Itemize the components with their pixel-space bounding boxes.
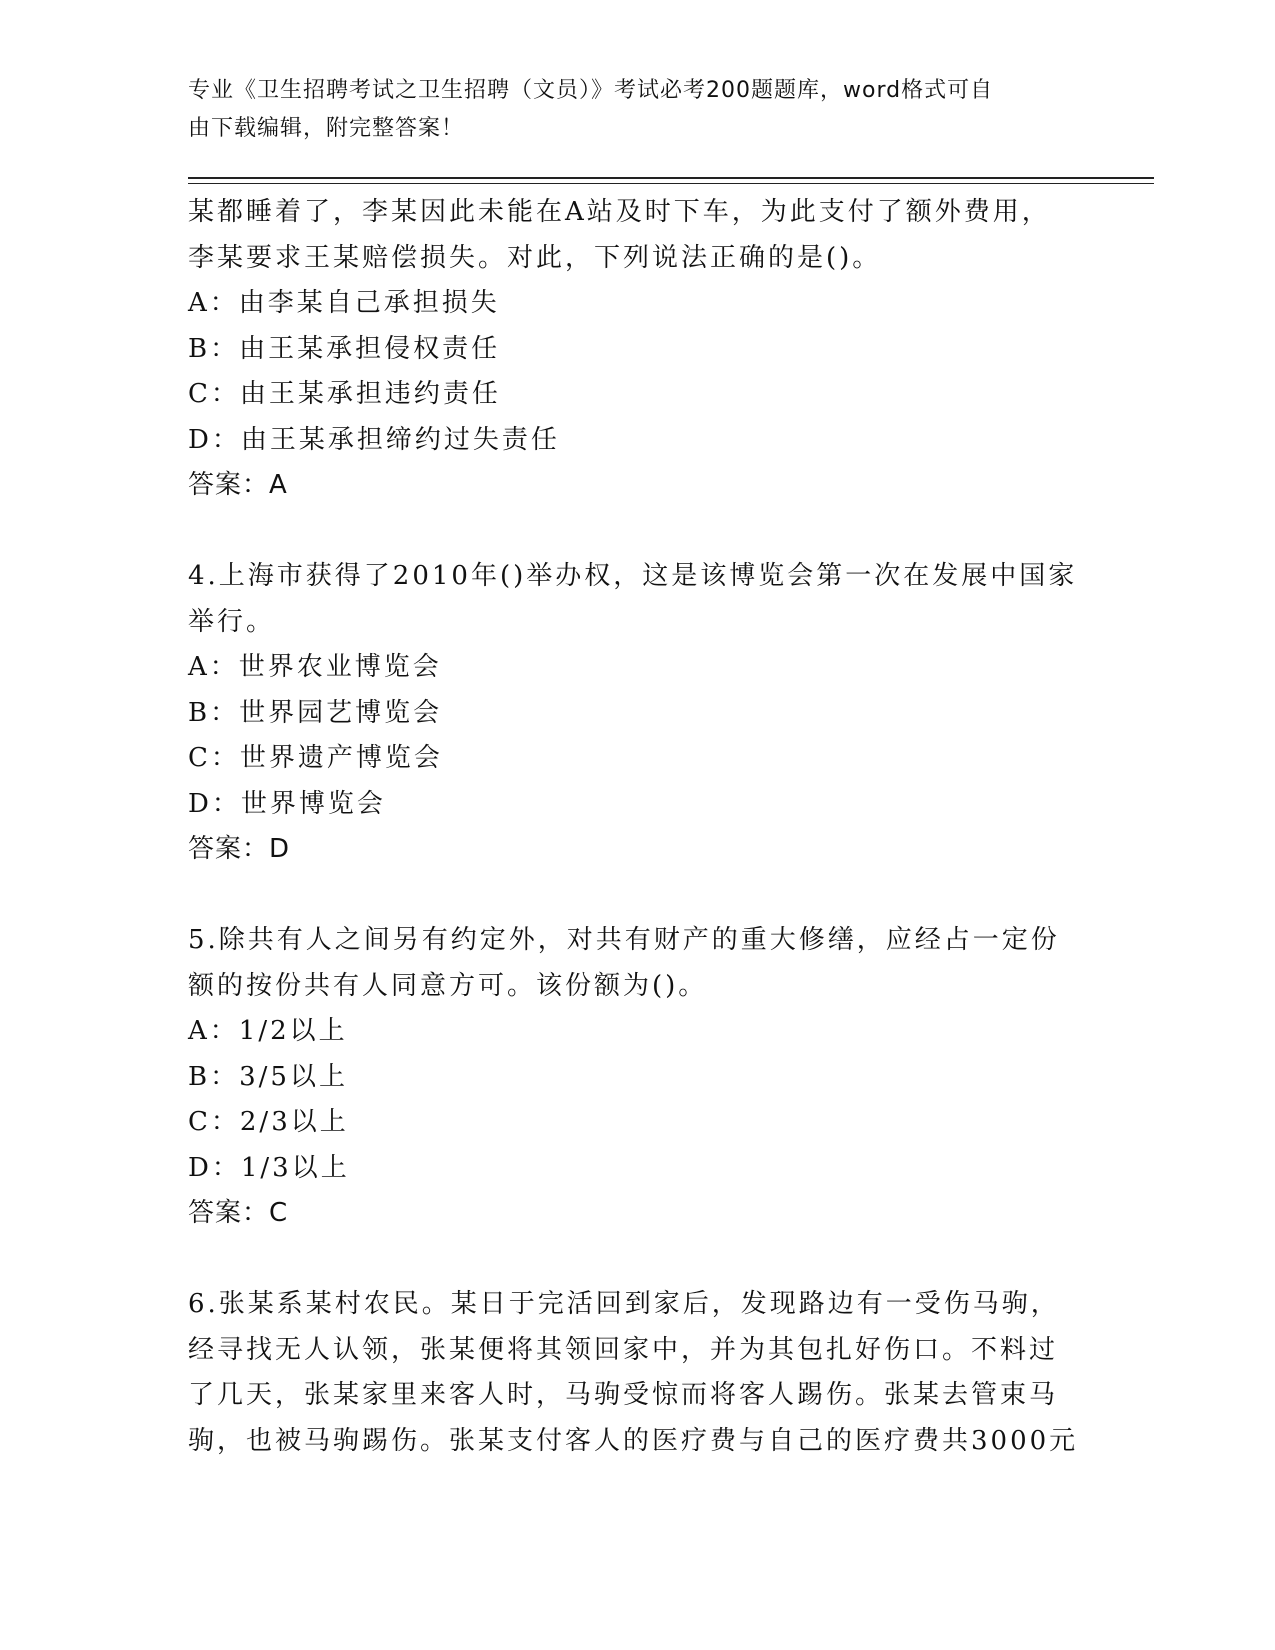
question-6	[188, 1282, 1088, 1464]
question-text-line: 6.张某系某村农民。某日于完活回到家后，发现路边有一受伤马驹，	[188, 1289, 1060, 1319]
option-c: C：世界遗产博览会	[188, 743, 443, 773]
question-text-line: 经寻找无人认领，张某便将其领回家中，并为其包扎好伤口。不料过	[188, 1334, 1059, 1365]
question-text-line: 5.除共有人之间另有约定外，对共有财产的重大修缮，应经占一定份	[188, 925, 1060, 955]
question-5	[188, 918, 1088, 1237]
option-d: D：1/3以上	[188, 1152, 350, 1183]
question-text-line: 举行。	[188, 606, 276, 637]
document-header	[188, 72, 1068, 148]
question-text-line: 驹，也被马驹踢伤。张某支付客人的医疗费与自己的医疗费共3000元	[188, 1425, 1079, 1456]
option-d: D：世界博览会	[188, 788, 386, 819]
question-text-line: 额的按份共有人同意方可。该份额为()。	[188, 970, 708, 1001]
question-3	[188, 190, 1088, 509]
question-4	[188, 554, 1088, 873]
answer-line: 答案：C	[188, 1198, 289, 1228]
option-d: D：由王某承担缔约过失责任	[188, 424, 560, 455]
header-divider-thin	[188, 183, 1154, 184]
option-a: A：世界农业博览会	[188, 652, 442, 682]
option-b: B：由王某承担侵权责任	[188, 333, 501, 364]
answer-line: 答案：D	[188, 834, 291, 864]
option-c: C：2/3以上	[188, 1107, 349, 1137]
option-b: B：3/5以上	[188, 1061, 348, 1092]
option-a: A：由李某自己承担损失	[188, 288, 500, 318]
question-text-line: 4.上海市获得了2010年()举办权，这是该博览会第一次在发展中国家	[188, 561, 1078, 591]
option-b: B：世界园艺博览会	[188, 697, 443, 728]
option-a: A：1/2以上	[188, 1016, 348, 1046]
option-c: C：由王某承担违约责任	[188, 379, 501, 409]
header-divider-thick	[188, 177, 1154, 179]
header-line-1: 专业《卫生招聘考试之卫生招聘（文员）》考试必考200题题库，word格式可自	[188, 78, 994, 103]
answer-line: 答案：A	[188, 470, 288, 500]
question-text-line: 了几天，张某家里来客人时，马驹受惊而将客人踢伤。张某去管束马	[188, 1380, 1059, 1410]
document-body	[188, 190, 1088, 1464]
question-text-line: 某都睡着了，李某因此未能在A站及时下车，为此支付了额外费用，	[188, 197, 1051, 227]
question-text-line: 李某要求王某赔偿损失。对此，下列说法正确的是()。	[188, 242, 882, 273]
header-line-2: 由下载编辑，附完整答案！	[188, 116, 465, 141]
